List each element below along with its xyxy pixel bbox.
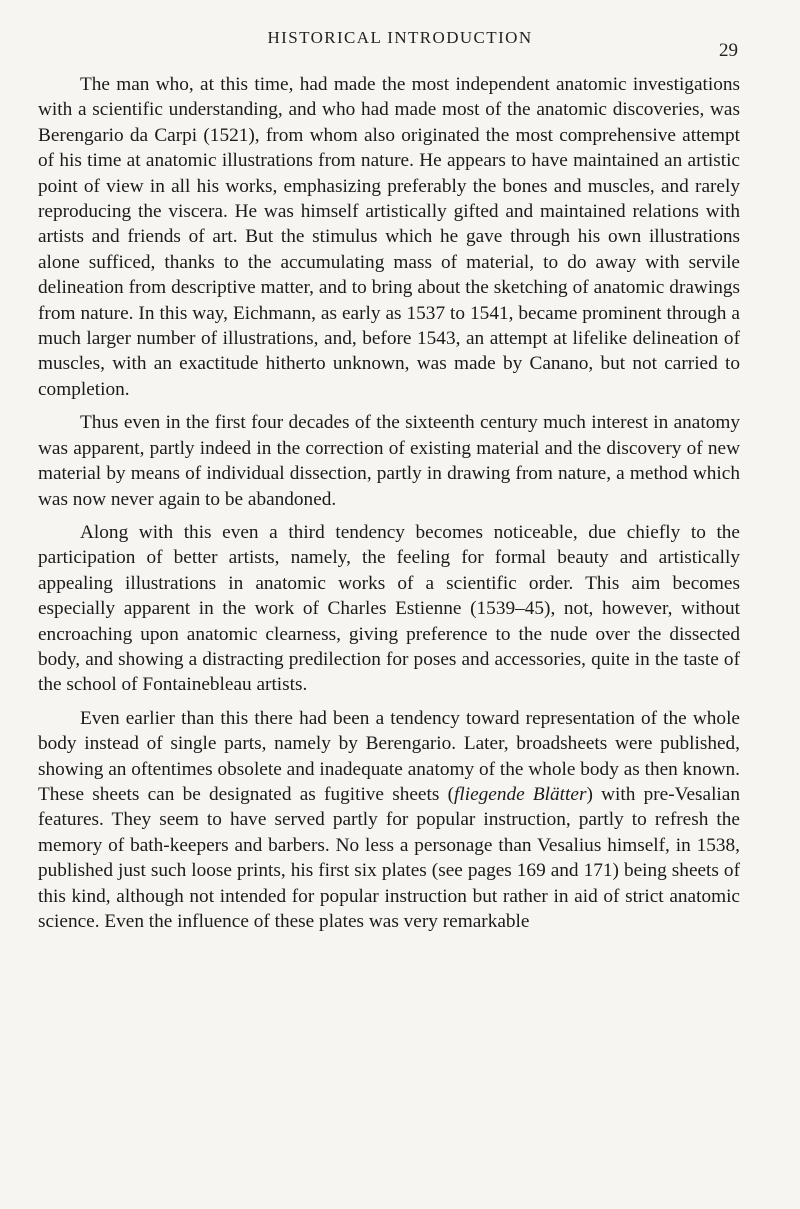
paragraph-fugitive-sheets-part-2: ) with pre-Vesalian features. They seem to have served partly for popular instruction, partly to refresh the memory of bath-keepers and barbers. No less a personage than Vesalius himself, in 1538, published just such loose prints, his first six plates (see pages 169 and 171) being sheets of this kind, although not intended for popular instruction but rather in aid of strict anatomic science. Even the influence of these plates was very remarkable: [38, 783, 740, 932]
paragraph-fugitive-sheets-part-1: Even earlier than this there had been a tendency toward representation of the whole body instead of single parts, namely by Berengario. Later, broadsheets were published, showing an oftentimes obsolete and inadequate anatomy of the whole body as then known. These sheets can be designated as fugitive sheets (: [38, 707, 740, 805]
paragraph-first-four-decades: Thus even in the first four decades of the sixteenth century much interest in anatomy was apparent, partly indeed in the correction of existing material and the discovery of new material by means of individual dissection, partly in drawing from nature, a method which was now never again to be abandoned.: [38, 412, 740, 510]
paragraph-fugitive-sheets: [38, 706, 740, 935]
paragraph-third-tendency: Along with this even a third tendency becomes noticeable, due chiefly to the participation of better artists, namely, the feeling for formal beauty and artistically appealing illustrations in anatomic works of a scientific order. This aim becomes especially apparent in the work of Charles Estienne (1539–45), not, however, without encroaching upon anatomic clearness, giving preference to the nude over the dissected body, and showing a distracting predilection for poses and accessories, quite in the taste of the school of Fontainebleau artists.: [38, 521, 740, 696]
body-text: [38, 72, 740, 942]
italic-term: fliegende Blätter: [454, 783, 587, 805]
paragraph-berengario: The man who, at this time, had made the most independent anatomic investigations with a scientific understanding, and who had made most of the anatomic discoveries, was Berengario da Carpi (1521), from whom also originated the most comprehensive attempt of his time at anatomic illustrations from nature. He appears to have maintained an artistic point of view in all his works, emphasizing preferably the bones and muscles, and rarely reproducing the viscera. He was himself artistically gifted and maintained relations with artists and friends of art. But the stimulus which he gave through his own illustrations alone sufficed, thanks to the accumulating mass of material, to do away with servile delineation from descriptive matter, and to bring about the sketching of anatomic drawings from nature. In this way, Eichmann, as early as 1537 to 1541, became prominent through a much larger number of illustrations, and, before 1543, an attempt at lifelike delineation of muscles, with an exactitude hitherto unknown, was made by Canano, but not carried to completion.: [38, 74, 740, 400]
running-head: HISTORICAL INTRODUCTION: [267, 28, 533, 47]
page-number: 29: [719, 40, 738, 61]
